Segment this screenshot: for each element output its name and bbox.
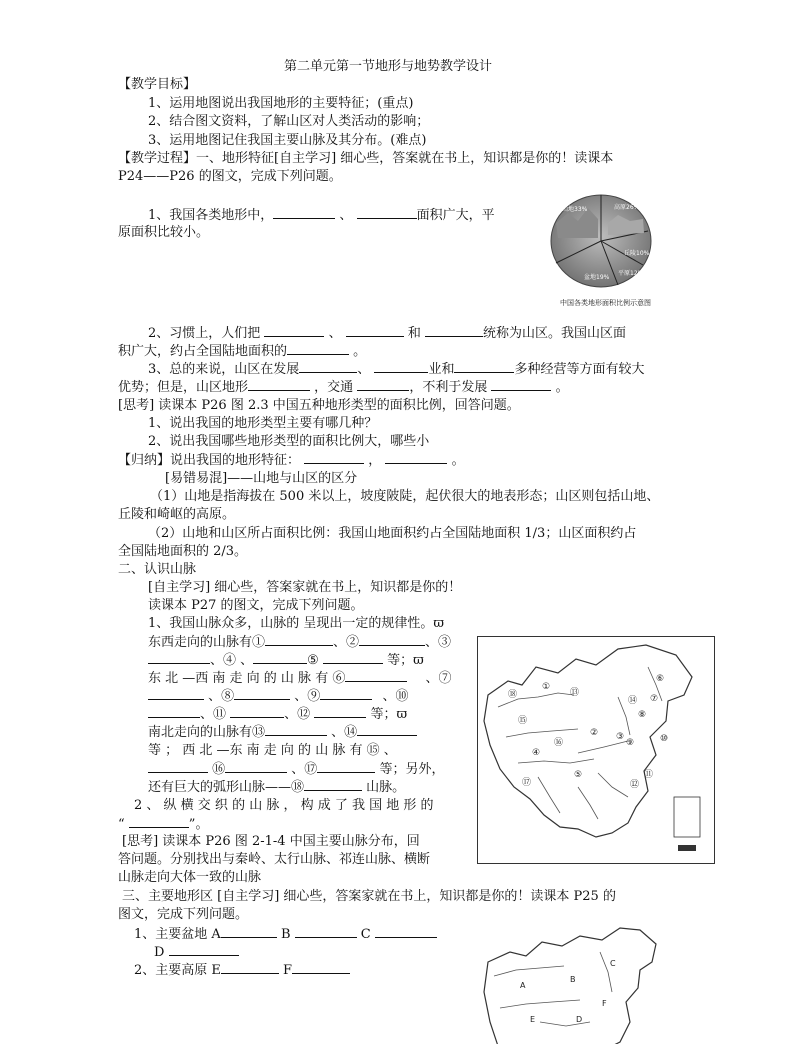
mountain-blank-9[interactable] bbox=[320, 687, 372, 700]
basin-blank-b[interactable] bbox=[295, 925, 357, 938]
map2-label-a: A bbox=[520, 981, 526, 990]
map-label-15: ⑮ bbox=[518, 716, 528, 726]
q1-line-2: 原面积比较小。 bbox=[118, 225, 210, 240]
mountain-ns-line bbox=[148, 723, 417, 741]
mountain-ew-4: 、④ bbox=[210, 653, 237, 668]
pie-caption: 中国各类地形面积比例示意图 bbox=[560, 299, 651, 307]
q3-text-d: 优势；但是，山区地形 bbox=[118, 380, 249, 395]
mountain-ew-end: 等；ϖ bbox=[387, 653, 424, 668]
think-1-q2: 2、说出我国哪些地形类型的面积比例大，哪些小 bbox=[148, 434, 430, 449]
mountain-nw-16: ⑯ bbox=[212, 762, 226, 777]
think-1-q1: 1、说出我国的地形类型主要有哪几种？ bbox=[148, 416, 378, 431]
summary-comma: ， bbox=[368, 453, 382, 468]
q2-blank-3[interactable] bbox=[425, 324, 483, 337]
map-label-5: ⑤ bbox=[574, 770, 583, 780]
mountain-blank-16[interactable] bbox=[225, 760, 287, 773]
map-label-10: ⑩ bbox=[660, 734, 669, 744]
terrain-pie-figure bbox=[548, 193, 654, 295]
south-sea-inset bbox=[674, 797, 700, 837]
mountain-ne-9: 、⑨ bbox=[294, 689, 321, 704]
think-2-a: [思考] 读课本 P26 图 2-1-4 中国主要山脉分布，回 bbox=[122, 834, 420, 849]
q2-and: 和 bbox=[407, 326, 421, 341]
basin-line-2 bbox=[154, 943, 239, 961]
mountain-ns-label: 南北走向的山脉有⑬ bbox=[148, 725, 266, 740]
q3-text-f: ，不利于发展 bbox=[409, 380, 488, 395]
q2-blank-4[interactable] bbox=[287, 342, 349, 355]
summary-line bbox=[118, 451, 465, 469]
map-label-4: ④ bbox=[532, 748, 541, 758]
goal-1: 1、运用地图说出我国地形的主要特征；(重点) bbox=[148, 96, 414, 111]
mountain-blank-2[interactable] bbox=[359, 633, 425, 646]
quote-open: “ bbox=[118, 817, 125, 832]
map-label-7: ⑦ bbox=[650, 694, 659, 704]
mountain-nw-line: 等 ； 西 北 —东 南 走 向 的 山 脉 有 ⑮ 、 bbox=[148, 743, 397, 758]
map-label-17: ⑰ bbox=[522, 778, 532, 788]
goal-2: 2、结合图文资料，了解山区对人类活动的影响； bbox=[148, 114, 430, 129]
section-3-b: 图文，完成下列问题。 bbox=[118, 907, 249, 922]
mountain-ne-line-2 bbox=[148, 687, 408, 705]
mountain-blank-8[interactable] bbox=[234, 687, 290, 700]
pie-label-basin: 盆地19% bbox=[584, 274, 610, 281]
section-2-heading: 二、认识山脉 bbox=[118, 562, 197, 577]
q1-sep: 、 bbox=[339, 208, 353, 223]
scale-bar bbox=[678, 845, 696, 851]
q3-text-c: 多种经营等方面有较大 bbox=[514, 362, 645, 377]
map2-label-d: D bbox=[576, 1015, 583, 1024]
q3-text-b: 业和 bbox=[428, 362, 455, 377]
mountain-blank-14[interactable] bbox=[357, 723, 417, 736]
mountain-ne-line bbox=[148, 669, 451, 687]
easy-2-a: （2）山地和山区所占面积比例：我国山地面积约占全国陆地面积 1/3；山区面积约占 bbox=[148, 526, 637, 541]
basin-b-label: B bbox=[280, 927, 291, 942]
mountain-blank-17[interactable] bbox=[317, 760, 375, 773]
map-label-2: ② bbox=[590, 728, 599, 738]
section-2-study: [自主学习] 细心些，答案家就在书上，知识都是你的！ bbox=[148, 580, 462, 595]
map-label-1: ① bbox=[542, 682, 551, 692]
q3-blank-5[interactable] bbox=[357, 378, 409, 391]
map-label-14: ⑭ bbox=[628, 696, 638, 706]
map-label-6: ⑥ bbox=[656, 674, 665, 684]
map-label-11: ⑪ bbox=[644, 770, 654, 780]
pie-label-mountain: 山地33% bbox=[562, 206, 588, 213]
map2-label-b: B bbox=[570, 975, 576, 984]
mountain-map-svg bbox=[478, 637, 714, 863]
process-line-1: 【教学过程】一、地形特征[自主学习] 细心些，答案就在书上，知识都是你的！读课本 bbox=[118, 151, 614, 166]
map2-label-f: F bbox=[602, 999, 607, 1008]
basin-c-label: C bbox=[360, 927, 371, 942]
mountain-arc-end: 山脉。 bbox=[366, 780, 406, 795]
mountain-ne-7: 、⑦ bbox=[425, 671, 452, 686]
q3-blank-2[interactable] bbox=[374, 360, 428, 373]
think-2-c: 山脉走向大体一致的山脉 bbox=[118, 870, 262, 885]
mountain-ns-14: 、⑭ bbox=[331, 725, 358, 740]
summary-blank-2[interactable] bbox=[385, 451, 447, 464]
process-line-2: P24——P26 的图文，完成下列问题。 bbox=[118, 169, 342, 184]
summary-blank-1[interactable] bbox=[304, 451, 364, 464]
plateau-f-label: F bbox=[283, 963, 293, 978]
mountain-arc-label: 还有巨大的弧形山脉——⑱ bbox=[148, 780, 305, 795]
china-outline-2 bbox=[484, 928, 656, 1044]
mountain-ne-end: 等；ϖ bbox=[370, 707, 408, 722]
mountain-ne-8: 、⑧ bbox=[208, 689, 235, 704]
pie-label-plateau: 高原26% bbox=[614, 204, 640, 211]
mountain-q2-line-2 bbox=[118, 815, 208, 833]
think-1: [思考] 读课本 P26 图 2.3 中国五种地形类型的面积比例，回答问题。 bbox=[118, 398, 520, 413]
map2-label-c: C bbox=[610, 959, 616, 968]
mountain-ne-10: 、⑩ bbox=[382, 689, 409, 704]
basin-blank-a[interactable] bbox=[221, 925, 277, 938]
mountain-blank-10[interactable] bbox=[148, 705, 200, 718]
mountain-arc-line bbox=[148, 778, 405, 796]
q2-end: 。 bbox=[353, 344, 367, 359]
mountain-blank-5[interactable] bbox=[323, 651, 383, 664]
q2-text-b: 统称为山区。我国山区面 bbox=[483, 326, 627, 341]
q1-text-b: 面积广大，平 bbox=[416, 208, 495, 223]
terrain-map-svg bbox=[480, 922, 680, 1044]
plateau-label: 2、主要高原 E bbox=[134, 963, 221, 978]
easy-1-b: 丘陵和崎岖的高原。 bbox=[118, 507, 236, 522]
mountain-ew-3: 、③ bbox=[425, 635, 452, 650]
q3-line bbox=[148, 360, 644, 378]
map-label-13: ⑬ bbox=[570, 688, 580, 698]
plateau-blank-f[interactable] bbox=[292, 961, 350, 974]
q2-text-a: 2、习惯上，人们把 bbox=[148, 326, 261, 341]
mountain-ne-line-3 bbox=[148, 705, 407, 723]
goals-heading: 【教学目标】 bbox=[118, 77, 197, 92]
mountain-blank-7[interactable] bbox=[148, 687, 204, 700]
q3-sep: 、 bbox=[357, 362, 371, 377]
q3-blank-4[interactable] bbox=[248, 378, 310, 391]
terrain-pie-svg bbox=[548, 193, 654, 295]
mountain-blank-19[interactable] bbox=[129, 815, 189, 828]
q1-blank-2[interactable] bbox=[357, 206, 417, 219]
map2-label-e: E bbox=[530, 1015, 536, 1024]
mountain-ew-label: 东西走向的山脉有① bbox=[148, 635, 266, 650]
pie-label-hills: 丘陵10% bbox=[624, 250, 650, 257]
easy-1-a: （1）山地是指海拔在 500 米以上，坡度陂陡，起伏很大的地表形态；山区则包括山地、 bbox=[150, 489, 660, 504]
mountain-ew-5: ⑤ bbox=[307, 653, 319, 668]
q2-line bbox=[148, 324, 626, 342]
q2-blank-2[interactable] bbox=[346, 324, 404, 337]
q1-text-a: 1、我国各类地形中， bbox=[148, 208, 274, 223]
map-label-18: ⑱ bbox=[508, 690, 518, 700]
mountain-ne-12: 、⑫ bbox=[284, 707, 311, 722]
easy-confuse-title: [易错易混]——山地与山区的区分 bbox=[165, 471, 358, 486]
terrain-map-figure bbox=[480, 922, 680, 1044]
q2-sep: 、 bbox=[328, 326, 342, 341]
mountain-blank-11[interactable] bbox=[230, 705, 284, 718]
q2-text-c: 积广大，约占全国陆地面积的 bbox=[118, 344, 288, 359]
easy-2-b: 全国陆地面积的 2/3。 bbox=[118, 544, 248, 559]
plateau-blank-e[interactable] bbox=[221, 961, 279, 974]
mountain-blank-13[interactable] bbox=[265, 723, 327, 736]
mountain-q2: 2 、 纵 横 交 织 的 山 脉 ， 构 成 了 我 国 地 形 的 bbox=[134, 798, 434, 813]
basin-blank-c[interactable] bbox=[375, 925, 437, 938]
mountain-ew-line-2 bbox=[148, 651, 424, 669]
think-2-b: 答问题。分别找出与秦岭、太行山脉、祁连山脉、横断 bbox=[118, 852, 431, 867]
q3-text-a: 3、总的来说，山区在发展 bbox=[148, 362, 300, 377]
q1-line bbox=[148, 206, 495, 224]
mountain-map-figure bbox=[477, 636, 715, 864]
map-label-16: ⑯ bbox=[554, 738, 564, 748]
q1-blank-1[interactable] bbox=[273, 206, 335, 219]
mountain-nw-line-2 bbox=[148, 760, 444, 778]
mountain-blank-3[interactable] bbox=[148, 651, 210, 664]
basin-d-label: D bbox=[154, 945, 165, 960]
map-label-8: ⑧ bbox=[638, 710, 647, 720]
mountain-nw-end: 等；另外， bbox=[379, 762, 445, 777]
pie-label-plain: 平原12% bbox=[618, 270, 644, 277]
q2-line-2 bbox=[118, 342, 366, 360]
basin-line bbox=[134, 925, 437, 943]
section-3-a: 三、主要地形区 [自主学习] 细心些，答案家就在书上，知识都是你的！读课本 P25 的 bbox=[122, 889, 616, 904]
section-2-read: 读课本 P27 的图文，完成下列问题。 bbox=[148, 598, 364, 613]
map-label-9: ⑨ bbox=[626, 738, 635, 748]
mountain-blank-18[interactable] bbox=[304, 778, 362, 791]
mountain-blank-4[interactable] bbox=[253, 651, 307, 664]
map-label-12: ⑫ bbox=[630, 780, 640, 790]
mountain-ew-2: 、② bbox=[333, 635, 360, 650]
plateau-line bbox=[134, 961, 350, 979]
summary-text: 【归纳】说出我国的地形特征： bbox=[118, 453, 301, 468]
mountain-blank-15[interactable] bbox=[148, 760, 208, 773]
mountain-ne-11: 、⑪ bbox=[200, 707, 227, 722]
q3-line-2 bbox=[118, 378, 569, 396]
summary-end: 。 bbox=[451, 453, 465, 468]
q3-blank-6[interactable] bbox=[491, 378, 551, 391]
q3-text-e: ，交通 bbox=[314, 380, 354, 395]
goal-3: 3、运用地图记住我国主要山脉及其分布。(难点) bbox=[148, 133, 427, 148]
basin-blank-d[interactable] bbox=[169, 943, 239, 956]
quote-close: ”。 bbox=[188, 817, 209, 832]
q3-end: 。 bbox=[555, 380, 569, 395]
mountain-blank-12[interactable] bbox=[314, 705, 366, 718]
q2-blank-1[interactable] bbox=[264, 324, 324, 337]
basin-label: 1、主要盆地 A bbox=[134, 927, 221, 942]
mountain-blank-1[interactable] bbox=[265, 633, 333, 646]
q3-blank-3[interactable] bbox=[454, 360, 514, 373]
q3-blank-1[interactable] bbox=[299, 360, 357, 373]
map-label-3: ③ bbox=[616, 732, 625, 742]
mountain-q1: 1、我国山脉众多，山脉的 呈现出一定的规律性。ϖ bbox=[148, 616, 445, 631]
mountain-ne-label: 东 北 —西 南 走 向 的 山 脉 有 ⑥ bbox=[148, 671, 346, 686]
mountain-nw-17: 、⑰ bbox=[291, 762, 318, 777]
mountain-blank-6[interactable] bbox=[345, 669, 407, 682]
doc-title: 第二单元第一节地形与地势教学设计 bbox=[284, 59, 493, 74]
mountain-ew-line bbox=[148, 633, 451, 651]
mountain-ew-sep: 、 bbox=[240, 653, 254, 668]
